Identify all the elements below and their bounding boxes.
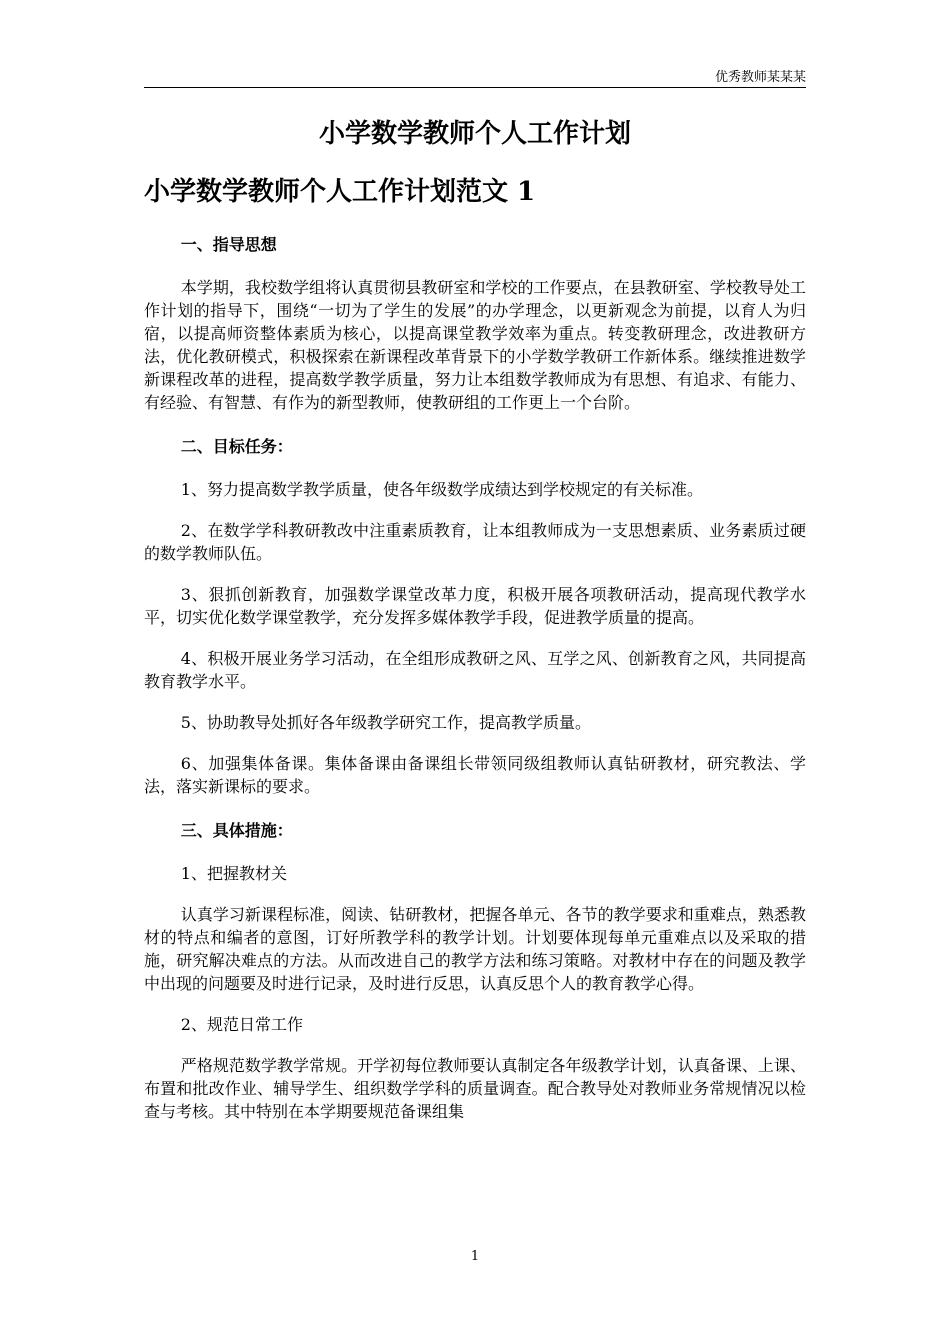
header-divider (144, 87, 806, 88)
paragraph-measure-1-body: 认真学习新课程标准，阅读、钻研教材，把握各单元、各节的教学要求和重难点，熟悉教材的特点和编者的意图，订好所教学科的教学计划。计划要体现每单元重难点以及采取的措施，研究解决难点的方法。从而改进自己的教学方法和练习策略。对教材中存在的问题及教学中出现的问题要及时进行记录，及时进行反思，认真反思个人的教育教学心得。 (144, 905, 806, 993)
paragraph-measure-1-title: 1、把握教材关 (180, 864, 287, 883)
paragraph-goal-3: 3、狠抓创新教育，加强数学课堂改革力度，积极开展各项教研活动，提高现代教学水平，切实优化数学课堂教学，充分发挥多媒体教学手段，促进教学质量的提高。 (144, 585, 806, 627)
section-heading-goals: 二、目标任务： (180, 437, 293, 456)
paragraph-goal-1: 1、努力提高数学教学质量，使各年级数学成绩达到学校规定的有关标准。 (180, 480, 703, 499)
paragraph-goal-4: 4、积极开展业务学习活动，在全组形成教研之风、互学之风、创新教育之风，共同提高教育教学水平。 (144, 649, 806, 691)
paragraph-measure-2-body: 严格规范数学教学常规。开学初每位教师要认真制定各年级教学计划，认真备课、上课、布置和批改作业、辅导学生、组织数学学科的质量调查。配合教导处对教师业务常规情况以检查与考核。其中特别在本学期要规范备课组集 (144, 1056, 806, 1121)
document-body (144, 112, 806, 1123)
document-subtitle: 小学数学教师个人工作计划范文 1 (144, 177, 536, 207)
paragraph-goal-2: 2、在数学学科教研教改中注重素质教育，让本组教师成为一支思想素质、业务素质过硬的数学教师队伍。 (144, 521, 806, 563)
paragraph-measure-2-title: 2、规范日常工作 (180, 1015, 303, 1034)
page-header-author: 优秀教师某某某 (714, 70, 806, 85)
document-title: 小学数学教师个人工作计划 (318, 119, 631, 149)
paragraph-goal-6: 6、加强集体备课。集体备课由备课组长带领同级组教师认真钻研教材，研究教法、学法，落实新课标的要求。 (144, 754, 806, 796)
page-number: 1 (470, 1249, 480, 1264)
section-heading-guiding-thought: 一、指导思想 (180, 235, 277, 254)
section-heading-measures: 三、具体措施： (180, 821, 293, 840)
paragraph-guiding-thought: 本学期，我校数学组将认真贯彻县教研室和学校的工作要点，在县教研室、学校教导处工作计划的指导下，围绕“一切为了学生的发展”的办学理念，以更新观念为前提，以育人为归宿，以提高师资整体素质为核心，以提高课堂教学效率为重点。转变教研理念，改进教研方法，优化教研模式，积极探索在新课程改革背景下的小学数学教研工作新体系。继续推进数学新课程改革的进程，提高数学教学质量，努力让本组数学教师成为有思想、有追求、有能力、有经验、有智慧、有作为的新型教师，使教研组的工作更上一个台阶。 (144, 278, 806, 412)
paragraph-goal-5: 5、协助教导处抓好各年级教学研究工作，提高教学质量。 (180, 713, 591, 732)
